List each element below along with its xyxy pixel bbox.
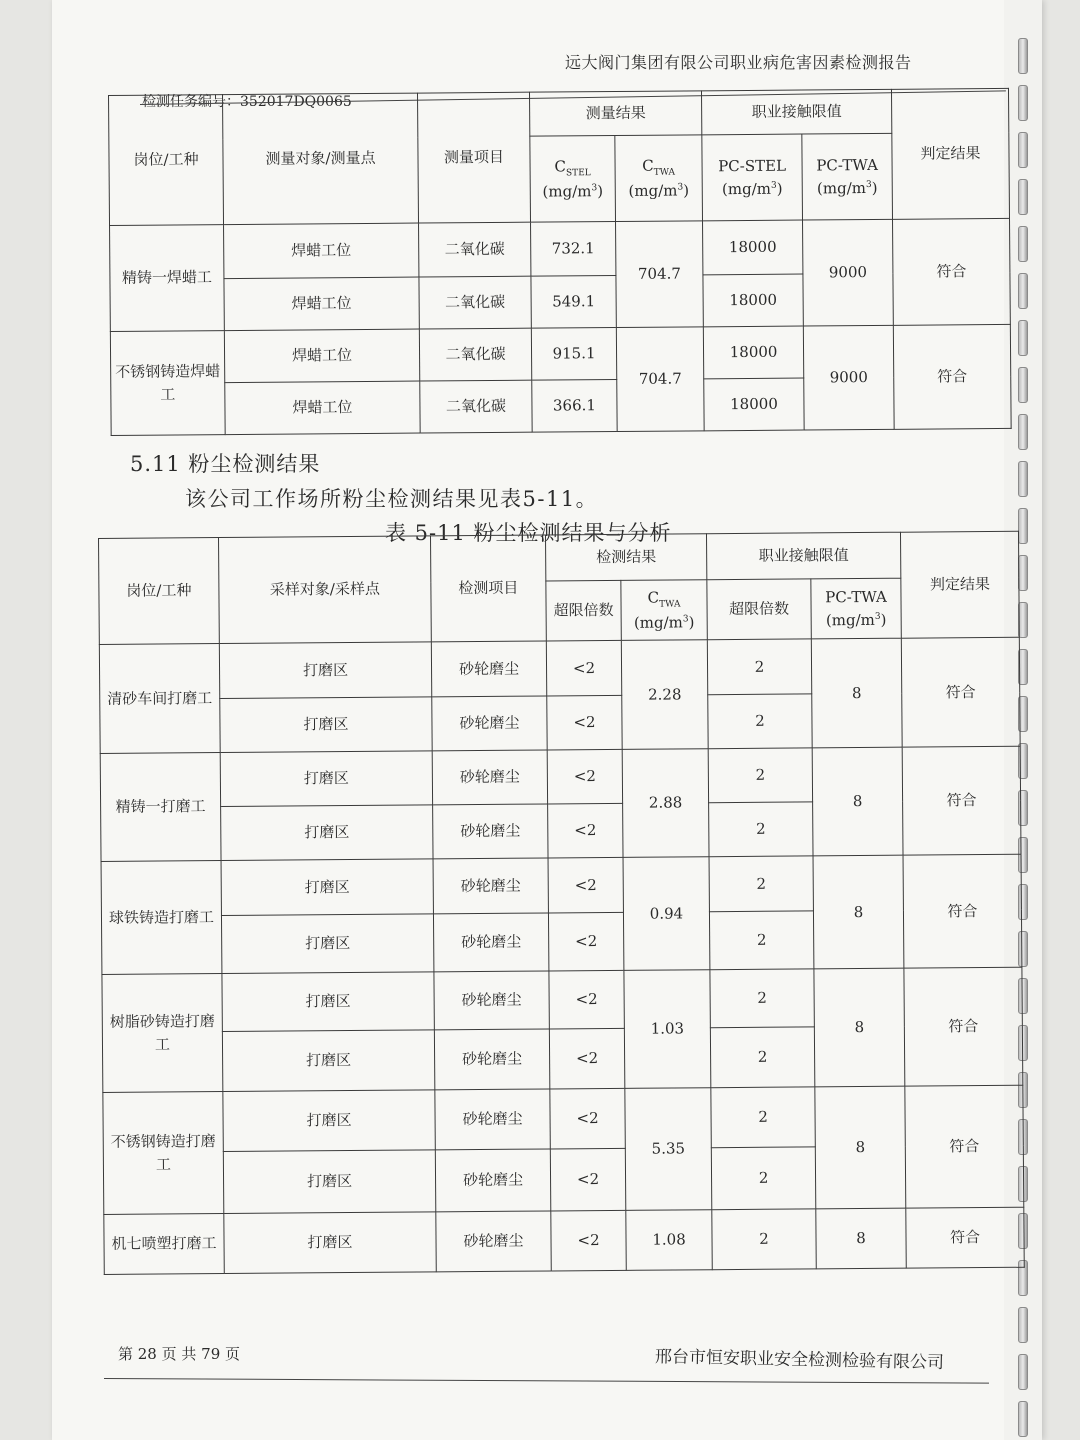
ratio-cell: <2 [550,1088,625,1149]
ratio-limit-cell: 2 [711,1087,815,1148]
ctwa-cell: 0.94 [623,857,710,971]
item-cell: 砂轮磨尘 [434,1029,549,1090]
ratio-limit-cell: 2 [708,748,812,803]
binding-ring [1018,85,1028,121]
object-cell: 打磨区 [220,697,432,753]
judge-cell: 符合 [905,1085,1024,1208]
post-cell: 清砂车间打磨工 [99,644,220,754]
co2-result-table [108,88,1012,436]
judge-cell: 符合 [902,746,1021,855]
binding-ring [1018,132,1028,168]
post-cell: 精铸一打磨工 [100,753,221,862]
object-cell: 焊蜡工位 [224,277,419,331]
report-header-title: 远大阀门集团有限公司职业病危害因素检测报告 [565,53,912,72]
table-row [100,746,1020,807]
ratio-cell: <2 [546,640,621,696]
judge-cell: 符合 [904,967,1023,1086]
item-cell: 砂轮磨尘 [432,696,547,751]
object-cell: 打磨区 [222,972,434,1032]
object-cell: 打磨区 [223,1090,435,1152]
ratio-cell: <2 [551,1210,626,1271]
ctwa-cell: 704.7 [616,221,704,328]
ratio-cell: <2 [547,695,622,750]
item-cell: 砂轮磨尘 [436,1211,551,1272]
ratio-limit-cell: 2 [709,856,813,912]
item-cell: 砂轮磨尘 [435,1149,550,1212]
post-cell: 树脂砂铸造打磨工 [102,974,223,1093]
table-caption: 表 5-11 粉尘检测结果与分析 [385,521,672,545]
item-cell: 二氧化碳 [420,380,532,433]
post-cell: 不锈钢铸造打磨工 [103,1092,224,1215]
pctwa-cell: 8 [815,1086,906,1209]
ratio-limit-cell: 2 [708,694,812,749]
col-header-object: 测量对象/测量点 [223,93,419,225]
item-cell: 砂轮磨尘 [432,750,547,805]
section-title: 5.11 粉尘检测结果 [130,452,321,476]
col-header-ratio-limit: 超限倍数 [707,579,811,640]
table-row [102,967,1022,1032]
binding-ring [1018,38,1028,74]
item-cell: 砂轮磨尘 [431,641,546,697]
col-header-cstel: $C_{STEL}$ $(mg/m^3)$ [530,136,616,223]
object-cell: 打磨区 [221,859,433,916]
col-header-object: 采样对象/采样点 [219,536,432,644]
item-cell: 砂轮磨尘 [433,858,548,914]
binding-ring [1018,226,1028,262]
col-header-ratio: 超限倍数 [546,580,621,641]
ratio-limit-cell: 2 [709,802,813,857]
object-cell: 焊蜡工位 [224,223,419,279]
col-header-pctwa: PC-TWA $(mg/m^3)$ [811,578,901,639]
ratio-cell: <2 [547,749,622,804]
table-row [110,324,1010,383]
cstel-cell: 915.1 [531,328,616,381]
ctwa-cell: 2.88 [622,749,709,858]
object-cell: 打磨区 [220,751,432,807]
item-cell: 二氧化碳 [419,328,531,381]
post-cell: 精铸一焊蜡工 [110,225,225,332]
pctwa-cell: 8 [812,747,903,856]
cstel-cell: 366.1 [532,380,617,433]
pcstel-cell: 18000 [704,378,804,431]
binding-ring [1018,1401,1028,1437]
col-header-post: 岗位/工种 [109,95,224,226]
section-paragraph: 该公司工作场所粉尘检测结果见表5-11。 [185,487,599,511]
col-header-judge: 判定结果 [901,531,1020,638]
pctwa-cell: 8 [811,638,902,748]
item-cell: 二氧化碳 [419,222,531,277]
cstel-cell: 732.1 [531,222,616,277]
ctwa-cell: 1.08 [626,1210,712,1271]
ratio-cell: <2 [548,912,623,971]
col-header-limit: 职业接触限值 [707,532,901,580]
post-cell: 机七喷塑打磨工 [104,1214,224,1275]
ratio-cell: <2 [548,803,623,858]
object-cell: 打磨区 [219,642,431,699]
table-row [104,1207,1024,1274]
binding-ring [1018,320,1028,356]
ratio-limit-cell: 2 [710,1027,814,1088]
object-cell: 打磨区 [224,1212,436,1274]
pcstel-cell: 18000 [703,220,803,275]
table-row [110,218,1010,279]
object-cell: 打磨区 [221,805,433,861]
company-name: 邢台市恒安职业安全检测检验有限公司 [654,1346,945,1374]
object-cell: 打磨区 [222,1030,434,1092]
ratio-cell: <2 [550,1148,625,1211]
pctwa-cell: 8 [816,1208,906,1269]
binding-ring [1018,414,1028,450]
item-cell: 砂轮磨尘 [435,1089,550,1150]
col-header-judge: 判定结果 [892,88,1010,219]
judge-cell: 符合 [901,637,1020,747]
object-cell: 焊蜡工位 [225,381,420,435]
binding-ring [1018,461,1028,497]
dust-result-table [98,531,1025,1275]
ctwa-cell: 704.7 [616,327,704,432]
pcstel-cell: 18000 [703,274,803,327]
ratio-limit-cell: 2 [712,1209,816,1270]
ratio-cell: <2 [549,1028,624,1089]
col-header-ctwa: $C_{TWA}$ $(mg/m^3)$ [621,580,707,641]
col-header-result: 测量结果 [529,91,701,136]
col-header-limit: 职业接触限值 [702,89,892,134]
ctwa-cell: 5.35 [625,1088,712,1211]
pctwa-cell: 9000 [803,325,894,430]
item-cell: 砂轮磨尘 [434,971,549,1030]
pctwa-cell: 8 [814,968,905,1087]
item-cell: 砂轮磨尘 [433,804,548,859]
ctwa-cell: 2.28 [621,640,708,750]
binding-ring [1018,508,1028,544]
table-row [101,854,1021,916]
ratio-limit-cell: 2 [707,639,811,695]
task-number: 检测任务编号：352017DQ0065 [142,94,352,110]
ratio-limit-cell: 2 [709,911,813,970]
object-cell: 打磨区 [221,914,433,974]
ratio-limit-cell: 2 [710,969,814,1028]
object-cell: 打磨区 [223,1150,435,1214]
judge-cell: 符合 [893,324,1011,429]
col-header-result: 检测结果 [545,534,706,581]
ratio-cell: <2 [549,970,624,1029]
binding-ring [1018,179,1028,215]
cstel-cell: 549.1 [531,276,616,329]
binding-ring [1018,367,1028,403]
ratio-limit-cell: 2 [711,1147,815,1210]
binding-ring [1018,1354,1028,1390]
ctwa-cell: 1.03 [624,970,711,1089]
ratio-cell: <2 [548,857,623,913]
pcstel-cell: 18000 [703,326,803,379]
binding-ring [1018,273,1028,309]
page-number: 第 28 页 共 79 页 [118,1345,241,1363]
judge-cell: 符合 [906,1207,1024,1268]
col-header-pcstel: PC-STEL $(mg/m^3)$ [702,134,803,221]
judge-cell: 符合 [903,854,1022,968]
col-header-item: 检测项目 [430,535,546,642]
pctwa-cell: 9000 [803,219,894,326]
item-cell: 二氧化碳 [419,276,531,329]
table-row [99,637,1019,699]
object-cell: 焊蜡工位 [224,329,419,383]
judge-cell: 符合 [893,218,1011,325]
col-header-post: 岗位/工种 [99,538,220,645]
col-header-pctwa: PC-TWA $(mg/m^3)$ [802,133,893,220]
post-cell: 不锈钢铸造焊蜡工 [110,331,225,436]
table-row [103,1085,1023,1152]
col-header-ctwa: $C_{TWA}$ $(mg/m^3)$ [615,135,703,222]
col-header-item: 测量项目 [417,92,530,223]
pctwa-cell: 8 [813,855,904,969]
post-cell: 球铁铸造打磨工 [101,861,222,975]
item-cell: 砂轮磨尘 [433,913,548,972]
binding-ring [1018,1307,1028,1343]
binding-ring [1018,555,1028,591]
